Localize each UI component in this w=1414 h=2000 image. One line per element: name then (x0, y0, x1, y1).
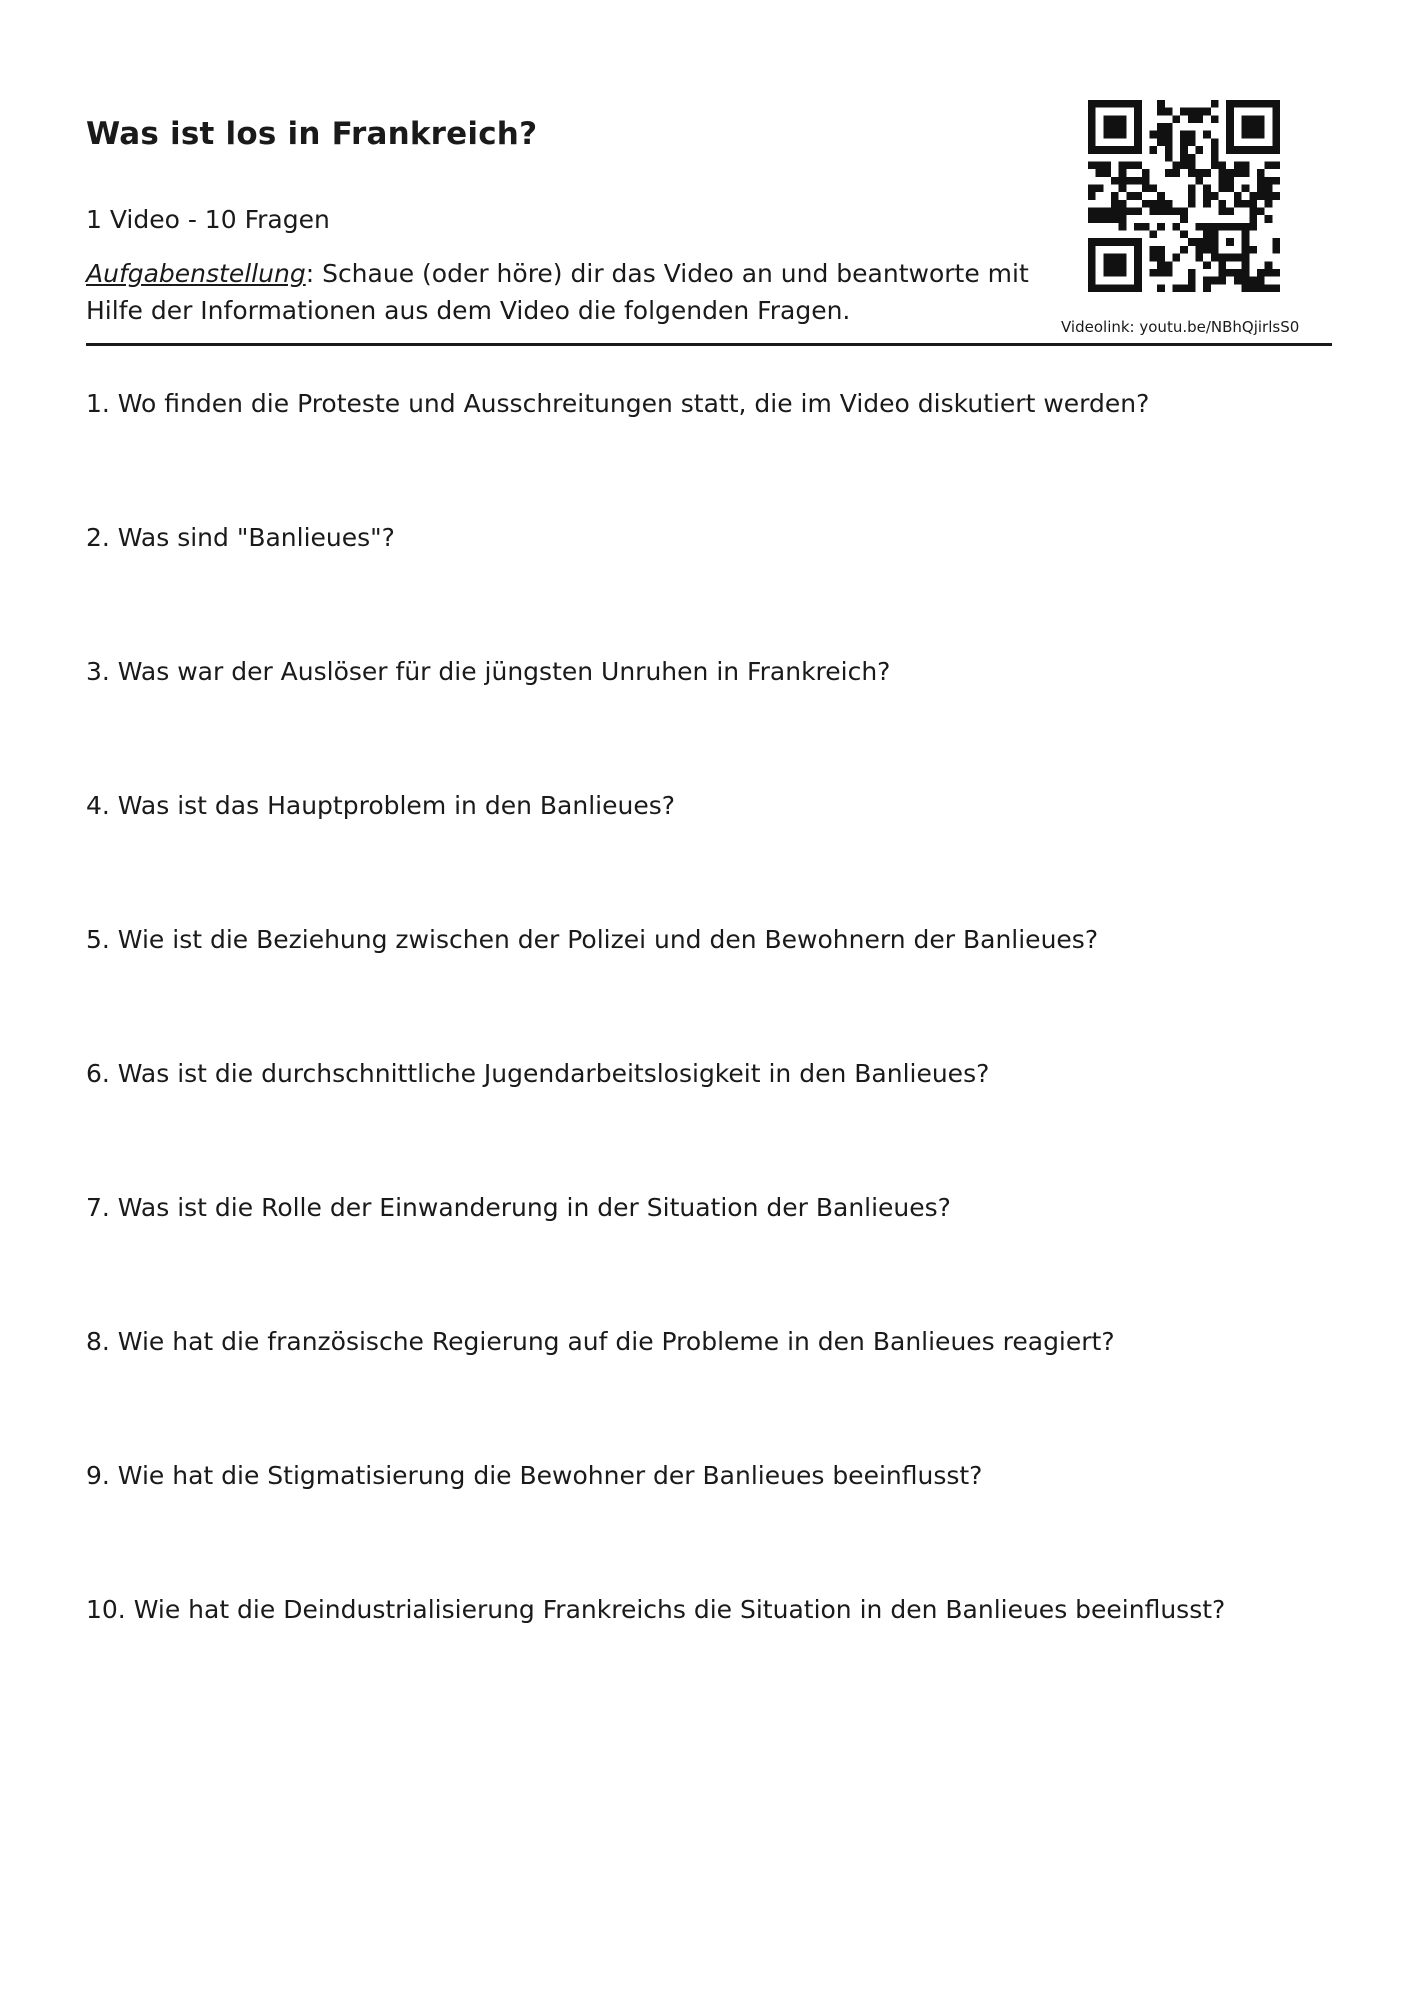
video-link[interactable]: Videolink: youtu.be/NBhQjirlsS0 (1061, 318, 1300, 336)
question-item: 6. Was ist die durchschnittliche Jugendarbeitslosigkeit in den Banlieues? (86, 1059, 990, 1088)
instructions-label: Aufgabenstellung (86, 259, 306, 288)
page-subtitle: 1 Video - 10 Fragen (86, 205, 330, 234)
question-item: 1. Wo finden die Proteste und Ausschreitungen statt, die im Video diskutiert werden? (86, 389, 1150, 418)
instructions (86, 255, 1046, 329)
header-divider (86, 343, 1332, 346)
question-item: 3. Was war der Auslöser für die jüngsten Unruhen in Frankreich? (86, 657, 891, 686)
question-item: 5. Wie ist die Beziehung zwischen der Polizei und den Bewohnern der Banlieues? (86, 925, 1099, 954)
question-item: 2. Was sind "Banlieues"? (86, 523, 395, 552)
question-list (86, 386, 1225, 1726)
qr-code-icon[interactable] (1088, 100, 1280, 292)
page-title: Was ist los in Frankreich? (86, 116, 538, 152)
question-item: 7. Was ist die Rolle der Einwanderung in der Situation der Banlieues? (86, 1193, 951, 1222)
instructions-text: : Schaue (oder höre) dir das Video an und beantworte mit Hilfe der Informationen aus dem Video die folgenden Fragen. (86, 259, 1029, 325)
question-item: 4. Was ist das Hauptproblem in den Banlieues? (86, 791, 676, 820)
question-item: 10. Wie hat die Deindustrialisierung Frankreichs die Situation in den Banlieues beeinflusst? (86, 1595, 1226, 1624)
question-item: 9. Wie hat die Stigmatisierung die Bewohner der Banlieues beeinflusst? (86, 1461, 983, 1490)
question-item: 8. Wie hat die französische Regierung auf die Probleme in den Banlieues reagiert? (86, 1327, 1115, 1356)
